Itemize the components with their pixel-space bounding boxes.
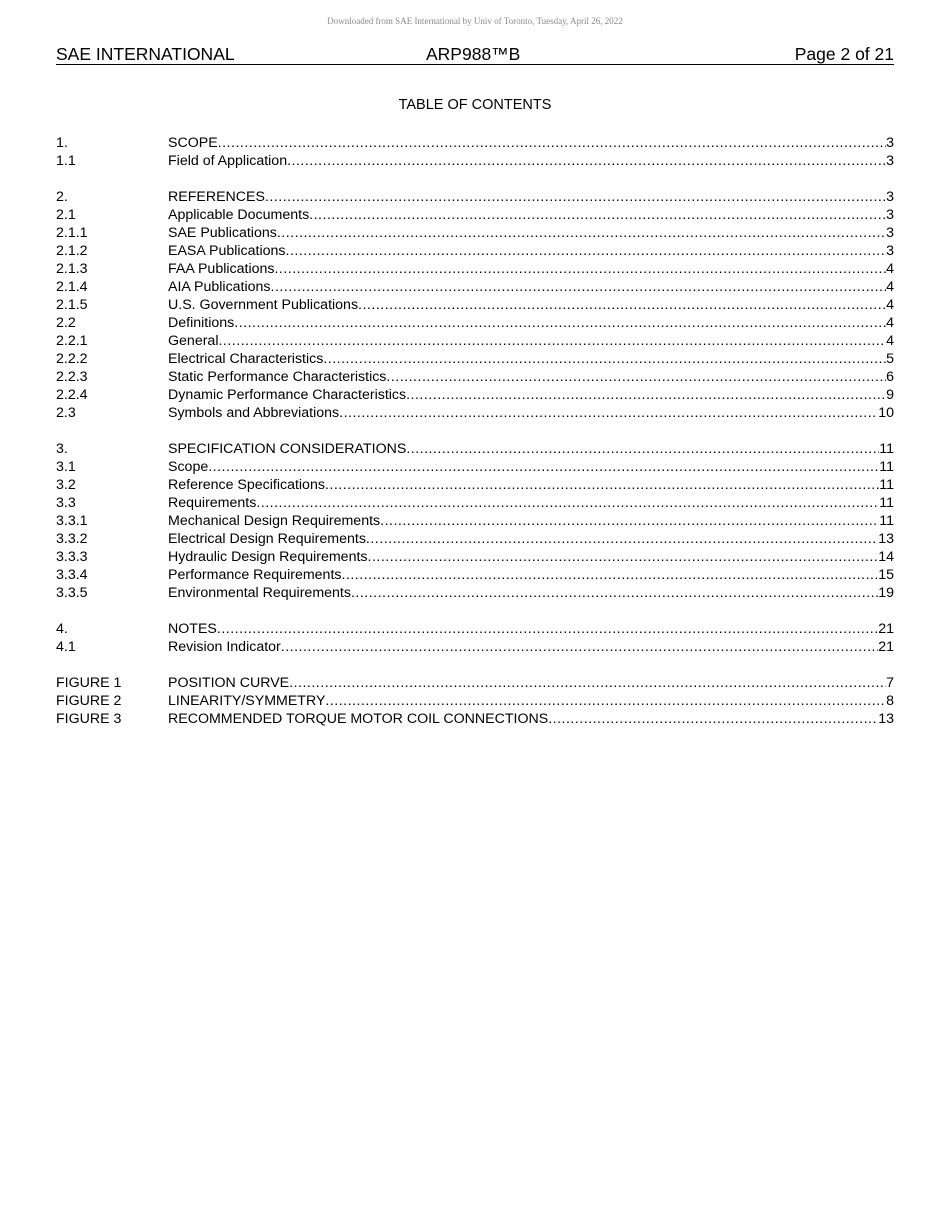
- toc-dot-leader: [218, 134, 886, 152]
- toc-entry-title: Reference Specifications: [168, 477, 325, 493]
- toc-entry[interactable]: [56, 476, 894, 494]
- toc-dot-leader: [208, 458, 879, 476]
- toc-entry[interactable]: [56, 512, 894, 530]
- toc-entry-line: [168, 584, 894, 602]
- toc-entry-line: [168, 278, 894, 296]
- toc-entry-page: 3: [886, 153, 894, 169]
- toc-entry-page: 3: [886, 243, 894, 259]
- toc-entry-title: Electrical Characteristics: [168, 351, 324, 367]
- toc-entry-page: 3: [886, 135, 894, 151]
- toc-entry-title: Performance Requirements: [168, 567, 342, 583]
- toc-entry-number: 1.1: [56, 153, 76, 169]
- toc-entry-page: 4: [886, 333, 894, 349]
- toc-dot-leader: [271, 278, 887, 296]
- toc-entry-line: [168, 494, 894, 512]
- toc-entry-page: 3: [886, 189, 894, 205]
- toc-entry[interactable]: [56, 134, 894, 152]
- toc-entry[interactable]: [56, 260, 894, 278]
- toc-entry-title: SPECIFICATION CONSIDERATIONS: [168, 441, 407, 457]
- toc-entry-number: 3.3.4: [56, 567, 88, 583]
- toc-entry[interactable]: [56, 332, 894, 350]
- toc-dot-leader: [217, 620, 878, 638]
- toc-entry-line: [168, 440, 894, 458]
- toc-dot-leader: [548, 710, 878, 728]
- toc-entry-page: 4: [886, 261, 894, 277]
- toc-entry-title: SAE Publications: [168, 225, 277, 241]
- toc-dot-leader: [351, 584, 878, 602]
- toc-entry-page: 21: [878, 639, 894, 655]
- toc-entry-title: Environmental Requirements: [168, 585, 351, 601]
- toc-entry-title: Definitions: [168, 315, 235, 331]
- toc-entry-title: Field of Application: [168, 153, 288, 169]
- toc-dot-leader: [218, 332, 886, 350]
- toc-entry[interactable]: [56, 206, 894, 224]
- toc-entry[interactable]: [56, 548, 894, 566]
- toc-dot-leader: [265, 188, 886, 206]
- toc-dot-leader: [274, 260, 886, 278]
- toc-entry-line: [168, 296, 894, 314]
- toc-entry-title: Mechanical Design Requirements: [168, 513, 381, 529]
- toc-entry-title: POSITION CURVE: [168, 675, 290, 691]
- toc-entry-number: 2.2.1: [56, 333, 88, 349]
- toc-entry-title: RECOMMENDED TORQUE MOTOR COIL CONNECTIONS: [168, 711, 549, 727]
- toc-entry[interactable]: [56, 530, 894, 548]
- toc-entry-page: 8: [886, 693, 894, 709]
- toc-entry-line: [168, 152, 894, 170]
- toc-entry-title: Electrical Design Requirements: [168, 531, 366, 547]
- toc-entry-number: 2.2.2: [56, 351, 88, 367]
- toc-dot-leader: [234, 314, 886, 332]
- toc-dot-leader: [339, 404, 878, 422]
- toc-entry-number: 4.1: [56, 639, 76, 655]
- toc-entry-line: [168, 476, 894, 494]
- toc-entry-line: [168, 368, 894, 386]
- toc-entry[interactable]: [56, 458, 894, 476]
- toc-entry-page: 7: [886, 675, 894, 691]
- toc-entry-line: [168, 458, 894, 476]
- toc-entry-number: FIGURE 3: [56, 711, 122, 727]
- toc-entry-line: [168, 674, 894, 692]
- toc-entry-page: 11: [879, 441, 894, 457]
- toc-entry-page: 11: [879, 495, 894, 511]
- toc-entry[interactable]: [56, 692, 894, 710]
- toc-entry[interactable]: [56, 440, 894, 458]
- toc-entry-line: [168, 638, 894, 656]
- header-organization: SAE INTERNATIONAL: [56, 44, 235, 64]
- toc-entry-title: FAA Publications: [168, 261, 275, 277]
- toc-entry[interactable]: [56, 296, 894, 314]
- toc-dot-leader: [286, 242, 887, 260]
- toc-entry-line: [168, 350, 894, 368]
- toc-entry-line: [168, 188, 894, 206]
- toc-dot-leader: [281, 638, 878, 656]
- toc-entry-title: Dynamic Performance Characteristics: [168, 387, 407, 403]
- toc-dot-leader: [256, 494, 879, 512]
- toc-entry-page: 3: [886, 207, 894, 223]
- toc-entry-line: [168, 332, 894, 350]
- toc-dot-leader: [325, 476, 879, 494]
- toc-dot-leader: [366, 530, 878, 548]
- toc-entry-line: [168, 224, 894, 242]
- toc-entry[interactable]: [56, 152, 894, 170]
- toc-entry[interactable]: [56, 674, 894, 692]
- toc-entry-page: 4: [886, 297, 894, 313]
- toc-dot-leader: [287, 152, 886, 170]
- toc-dot-leader: [406, 440, 879, 458]
- toc-entry-line: [168, 260, 894, 278]
- toc-entry-line: [168, 242, 894, 260]
- toc-entry-title: Symbols and Abbreviations: [168, 405, 340, 421]
- toc-entry-number: 2.1: [56, 207, 76, 223]
- toc-entry-line: [168, 710, 894, 728]
- toc-entry-page: 11: [879, 459, 894, 475]
- toc-entry-page: 11: [879, 513, 894, 529]
- toc-entry-title: REFERENCES: [168, 189, 265, 205]
- toc-entry-page: 21: [878, 621, 894, 637]
- toc-entry-number: FIGURE 2: [56, 693, 122, 709]
- toc-entry[interactable]: [56, 188, 894, 206]
- toc-dot-leader: [406, 386, 886, 404]
- toc-entry-number: 3.3.3: [56, 549, 88, 565]
- toc-dot-leader: [323, 350, 886, 368]
- toc-entry-number: 2.1.2: [56, 243, 88, 259]
- toc-entry[interactable]: [56, 242, 894, 260]
- toc-entry-number: 2.3: [56, 405, 76, 421]
- toc-entry-title: LINEARITY/SYMMETRY: [168, 693, 326, 709]
- toc-entry[interactable]: [56, 314, 894, 332]
- toc-entry-number: FIGURE 1: [56, 675, 122, 691]
- toc-entry-number: 2.1.4: [56, 279, 88, 295]
- toc-section-group: [56, 620, 894, 656]
- toc-entry-line: [168, 530, 894, 548]
- toc-entry-title: Requirements: [168, 495, 257, 511]
- toc-entry-line: [168, 404, 894, 422]
- toc-entry-line: [168, 134, 894, 152]
- toc-entry[interactable]: [56, 710, 894, 728]
- toc-section-group: [56, 134, 894, 170]
- toc-section-group: [56, 440, 894, 602]
- toc-dot-leader: [309, 206, 886, 224]
- toc-entry[interactable]: [56, 404, 894, 422]
- table-of-contents: [56, 134, 894, 746]
- toc-entry[interactable]: [56, 566, 894, 584]
- toc-entry-page: 4: [886, 315, 894, 331]
- toc-entry-title: Scope: [168, 459, 209, 475]
- toc-entry-page: 13: [878, 711, 894, 727]
- toc-entry[interactable]: [56, 278, 894, 296]
- toc-entry-line: [168, 548, 894, 566]
- toc-entry[interactable]: [56, 368, 894, 386]
- toc-section-group: [56, 188, 894, 422]
- toc-entry[interactable]: [56, 494, 894, 512]
- download-watermark: Downloaded from SAE International by Univ of Toronto, Tuesday, April 26, 2022: [327, 16, 623, 26]
- toc-dot-leader: [386, 368, 886, 386]
- toc-dot-leader: [368, 548, 879, 566]
- toc-entry-line: [168, 692, 894, 710]
- toc-entry-number: 2.1.5: [56, 297, 88, 313]
- toc-entry-number: 3.: [56, 441, 68, 457]
- toc-entry-line: [168, 314, 894, 332]
- toc-entry[interactable]: [56, 224, 894, 242]
- toc-entry-page: 4: [886, 279, 894, 295]
- toc-entry-number: 2.: [56, 189, 68, 205]
- toc-entry-line: [168, 206, 894, 224]
- toc-entry-title: AIA Publications: [168, 279, 271, 295]
- toc-entry-page: 19: [878, 585, 894, 601]
- toc-entry-title: SCOPE: [168, 135, 218, 151]
- toc-entry-title: U.S. Government Publications: [168, 297, 359, 313]
- toc-entry-number: 4.: [56, 621, 68, 637]
- toc-entry-number: 3.1: [56, 459, 76, 475]
- toc-entry-page: 3: [886, 225, 894, 241]
- toc-entry-line: [168, 566, 894, 584]
- toc-entry-page: 6: [886, 369, 894, 385]
- toc-entry[interactable]: [56, 386, 894, 404]
- toc-entry-title: General: [168, 333, 219, 349]
- toc-entry[interactable]: [56, 620, 894, 638]
- toc-entry-title: EASA Publications: [168, 243, 286, 259]
- toc-entry-title: Static Performance Characteristics: [168, 369, 387, 385]
- toc-entry-page: 11: [879, 477, 894, 493]
- toc-dot-leader: [325, 692, 886, 710]
- toc-entry-line: [168, 512, 894, 530]
- toc-entry[interactable]: [56, 584, 894, 602]
- toc-dot-leader: [289, 674, 886, 692]
- toc-entry-number: 3.3.2: [56, 531, 88, 547]
- toc-entry-line: [168, 620, 894, 638]
- toc-dot-leader: [277, 224, 886, 242]
- toc-section-group: [56, 674, 894, 728]
- toc-entry-number: 2.2.4: [56, 387, 88, 403]
- toc-dot-leader: [380, 512, 879, 530]
- header-page-number: Page 2 of 21: [794, 44, 894, 64]
- toc-entry-page: 10: [878, 405, 894, 421]
- toc-entry-number: 2.2: [56, 315, 76, 331]
- toc-entry-number: 1.: [56, 135, 68, 151]
- toc-entry-number: 3.3.1: [56, 513, 88, 529]
- toc-entry-line: [168, 386, 894, 404]
- toc-entry-page: 13: [878, 531, 894, 547]
- page-header: [56, 43, 894, 65]
- toc-dot-leader: [341, 566, 878, 584]
- toc-entry-number: 2.1.3: [56, 261, 88, 277]
- toc-entry-page: 9: [886, 387, 894, 403]
- toc-entry-number: 2.1.1: [56, 225, 88, 241]
- toc-title: TABLE OF CONTENTS: [398, 97, 552, 113]
- toc-dot-leader: [358, 296, 886, 314]
- toc-entry-title: Revision Indicator: [168, 639, 281, 655]
- toc-entry[interactable]: [56, 350, 894, 368]
- toc-entry-number: 3.2: [56, 477, 76, 493]
- toc-entry-page: 5: [886, 351, 894, 367]
- toc-entry-page: 14: [878, 549, 894, 565]
- toc-entry-number: 3.3.5: [56, 585, 88, 601]
- toc-entry-title: Hydraulic Design Requirements: [168, 549, 368, 565]
- toc-entry-page: 15: [878, 567, 894, 583]
- toc-entry-number: 2.2.3: [56, 369, 88, 385]
- toc-entry-title: Applicable Documents: [168, 207, 310, 223]
- toc-entry-title: NOTES: [168, 621, 217, 637]
- toc-entry[interactable]: [56, 638, 894, 656]
- header-document-number: ARP988™B: [426, 44, 521, 64]
- toc-entry-number: 3.3: [56, 495, 76, 511]
